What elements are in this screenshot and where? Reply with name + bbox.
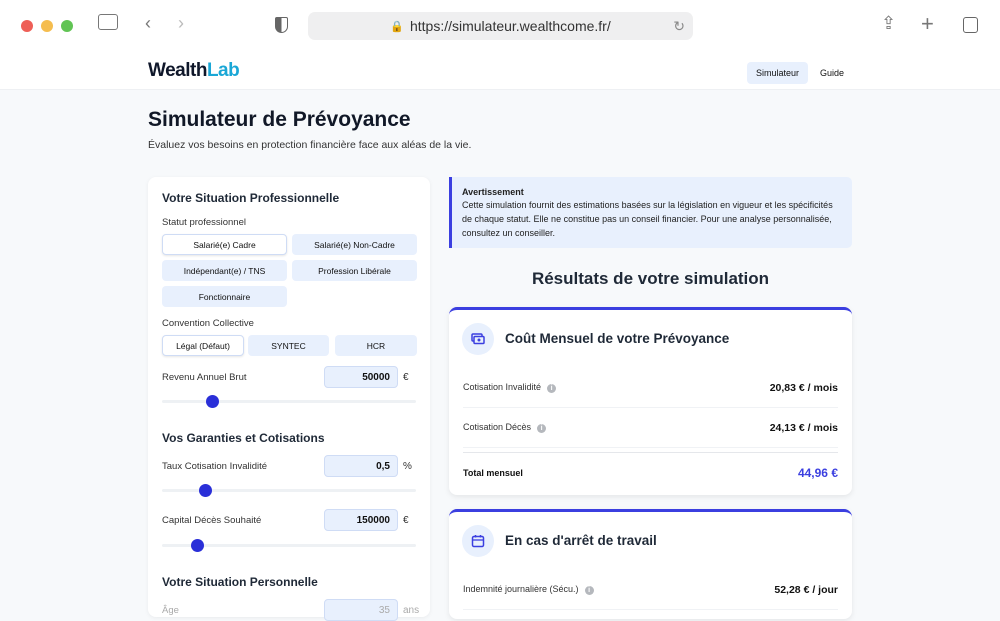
revenu-input[interactable]: 50000 bbox=[324, 366, 398, 388]
shield-icon[interactable] bbox=[275, 17, 288, 33]
reload-icon[interactable]: ↻ bbox=[673, 17, 685, 34]
capital-slider[interactable] bbox=[162, 544, 416, 547]
taux-label: Taux Cotisation Invalidité bbox=[162, 461, 268, 472]
warning-text: Cette simulation fournit des estimations basées sur la législation en vigueur et les spécificités de chaque statut. Elle ne constitue pas un conseil financier. Pour une analyse personnalisée, consultez un conseiller. bbox=[462, 200, 833, 238]
close-window-button[interactable] bbox=[21, 20, 33, 32]
info-icon[interactable]: i bbox=[537, 424, 546, 433]
page-title: Simulateur de Prévoyance bbox=[148, 108, 411, 131]
address-bar[interactable] bbox=[308, 12, 693, 40]
url-text: https://simulateur.wealthcome.fr/ bbox=[409, 18, 611, 34]
statut-cadre-button[interactable]: Salarié(e) Cadre bbox=[162, 234, 287, 255]
row-label: Cotisation Décès bbox=[463, 422, 532, 432]
result-row bbox=[463, 368, 838, 408]
revenu-slider[interactable] bbox=[162, 400, 416, 403]
share-icon[interactable]: ⇪ bbox=[881, 13, 897, 33]
section-title: Votre Situation Personnelle bbox=[162, 575, 318, 589]
logo[interactable]: WealthLab bbox=[148, 60, 240, 81]
taux-unit: % bbox=[403, 461, 412, 472]
new-tab-icon[interactable]: + bbox=[921, 11, 934, 36]
row-value: 20,83 € / mois bbox=[769, 381, 838, 394]
statut-fonctionnaire-button[interactable]: Fonctionnaire bbox=[162, 286, 287, 307]
slider-thumb[interactable] bbox=[206, 395, 219, 408]
statut-tns-button[interactable]: Indépendant(e) / TNS bbox=[162, 260, 287, 281]
age-unit: ans bbox=[403, 605, 420, 616]
statut-liberale-button[interactable]: Profession Libérale bbox=[292, 260, 417, 281]
row-value: 24,13 € / mois bbox=[769, 421, 838, 434]
back-icon[interactable]: ‹ bbox=[145, 13, 151, 33]
row-value: 52,28 € / jour bbox=[774, 583, 838, 596]
capital-unit: € bbox=[403, 515, 409, 526]
lock-icon: 🔒 bbox=[390, 20, 404, 33]
section-title: Vos Garanties et Cotisations bbox=[162, 431, 325, 445]
result-row bbox=[463, 408, 838, 448]
slider-thumb[interactable] bbox=[199, 484, 212, 497]
total-value: 44,96 € bbox=[797, 465, 838, 480]
age-label: Âge bbox=[162, 605, 179, 616]
revenu-unit: € bbox=[403, 372, 409, 383]
cost-card-title: Coût Mensuel de votre Prévoyance bbox=[505, 331, 730, 346]
calendar-icon bbox=[462, 525, 494, 557]
maximize-window-button[interactable] bbox=[61, 20, 73, 32]
capital-label: Capital Décès Souhaité bbox=[162, 515, 262, 526]
slider-thumb[interactable] bbox=[191, 539, 204, 552]
taux-slider[interactable] bbox=[162, 489, 416, 492]
statut-label: Statut professionnel bbox=[162, 217, 246, 228]
page-subtitle: Évaluez vos besoins en protection financière face aux aléas de la vie. bbox=[148, 139, 472, 151]
capital-input[interactable]: 150000 bbox=[324, 509, 398, 531]
row-label: Indemnité journalière (Sécu.) bbox=[463, 584, 579, 594]
sidebar-toggle-icon[interactable] bbox=[98, 14, 118, 30]
site-header bbox=[0, 52, 1000, 90]
warning-title: Avertissement bbox=[462, 187, 524, 197]
minimize-window-button[interactable] bbox=[41, 20, 53, 32]
result-row bbox=[463, 570, 838, 610]
total-row bbox=[463, 452, 838, 492]
cost-card bbox=[449, 307, 852, 495]
row-label: Cotisation Invalidité bbox=[463, 382, 542, 392]
results-title: Résultats de votre simulation bbox=[531, 269, 770, 288]
info-icon[interactable]: i bbox=[585, 586, 594, 595]
revenu-label: Revenu Annuel Brut bbox=[162, 372, 247, 383]
arret-card bbox=[449, 509, 852, 619]
convention-hcr-button[interactable]: HCR bbox=[335, 335, 417, 356]
nav-guide[interactable]: Guide bbox=[820, 68, 845, 78]
forward-icon[interactable]: › bbox=[178, 13, 184, 33]
money-icon bbox=[462, 323, 494, 355]
form-card bbox=[148, 177, 430, 617]
tabs-overview-icon[interactable] bbox=[963, 17, 978, 33]
arret-card-title: En cas d'arrêt de travail bbox=[505, 533, 657, 548]
age-input[interactable]: 35 bbox=[324, 599, 398, 621]
statut-non-cadre-button[interactable]: Salarié(e) Non-Cadre bbox=[292, 234, 417, 255]
info-icon[interactable]: i bbox=[547, 384, 556, 393]
nav-simulateur[interactable]: Simulateur bbox=[747, 62, 808, 84]
section-title: Votre Situation Professionnelle bbox=[162, 191, 340, 205]
total-label: Total mensuel bbox=[463, 467, 523, 478]
warning-box bbox=[449, 177, 852, 248]
browser-toolbar bbox=[0, 0, 1000, 52]
taux-input[interactable]: 0,5 bbox=[324, 455, 398, 477]
convention-syntec-button[interactable]: SYNTEC bbox=[248, 335, 329, 356]
convention-label: Convention Collective bbox=[162, 318, 254, 329]
convention-legal-button[interactable]: Légal (Défaut) bbox=[162, 335, 244, 356]
